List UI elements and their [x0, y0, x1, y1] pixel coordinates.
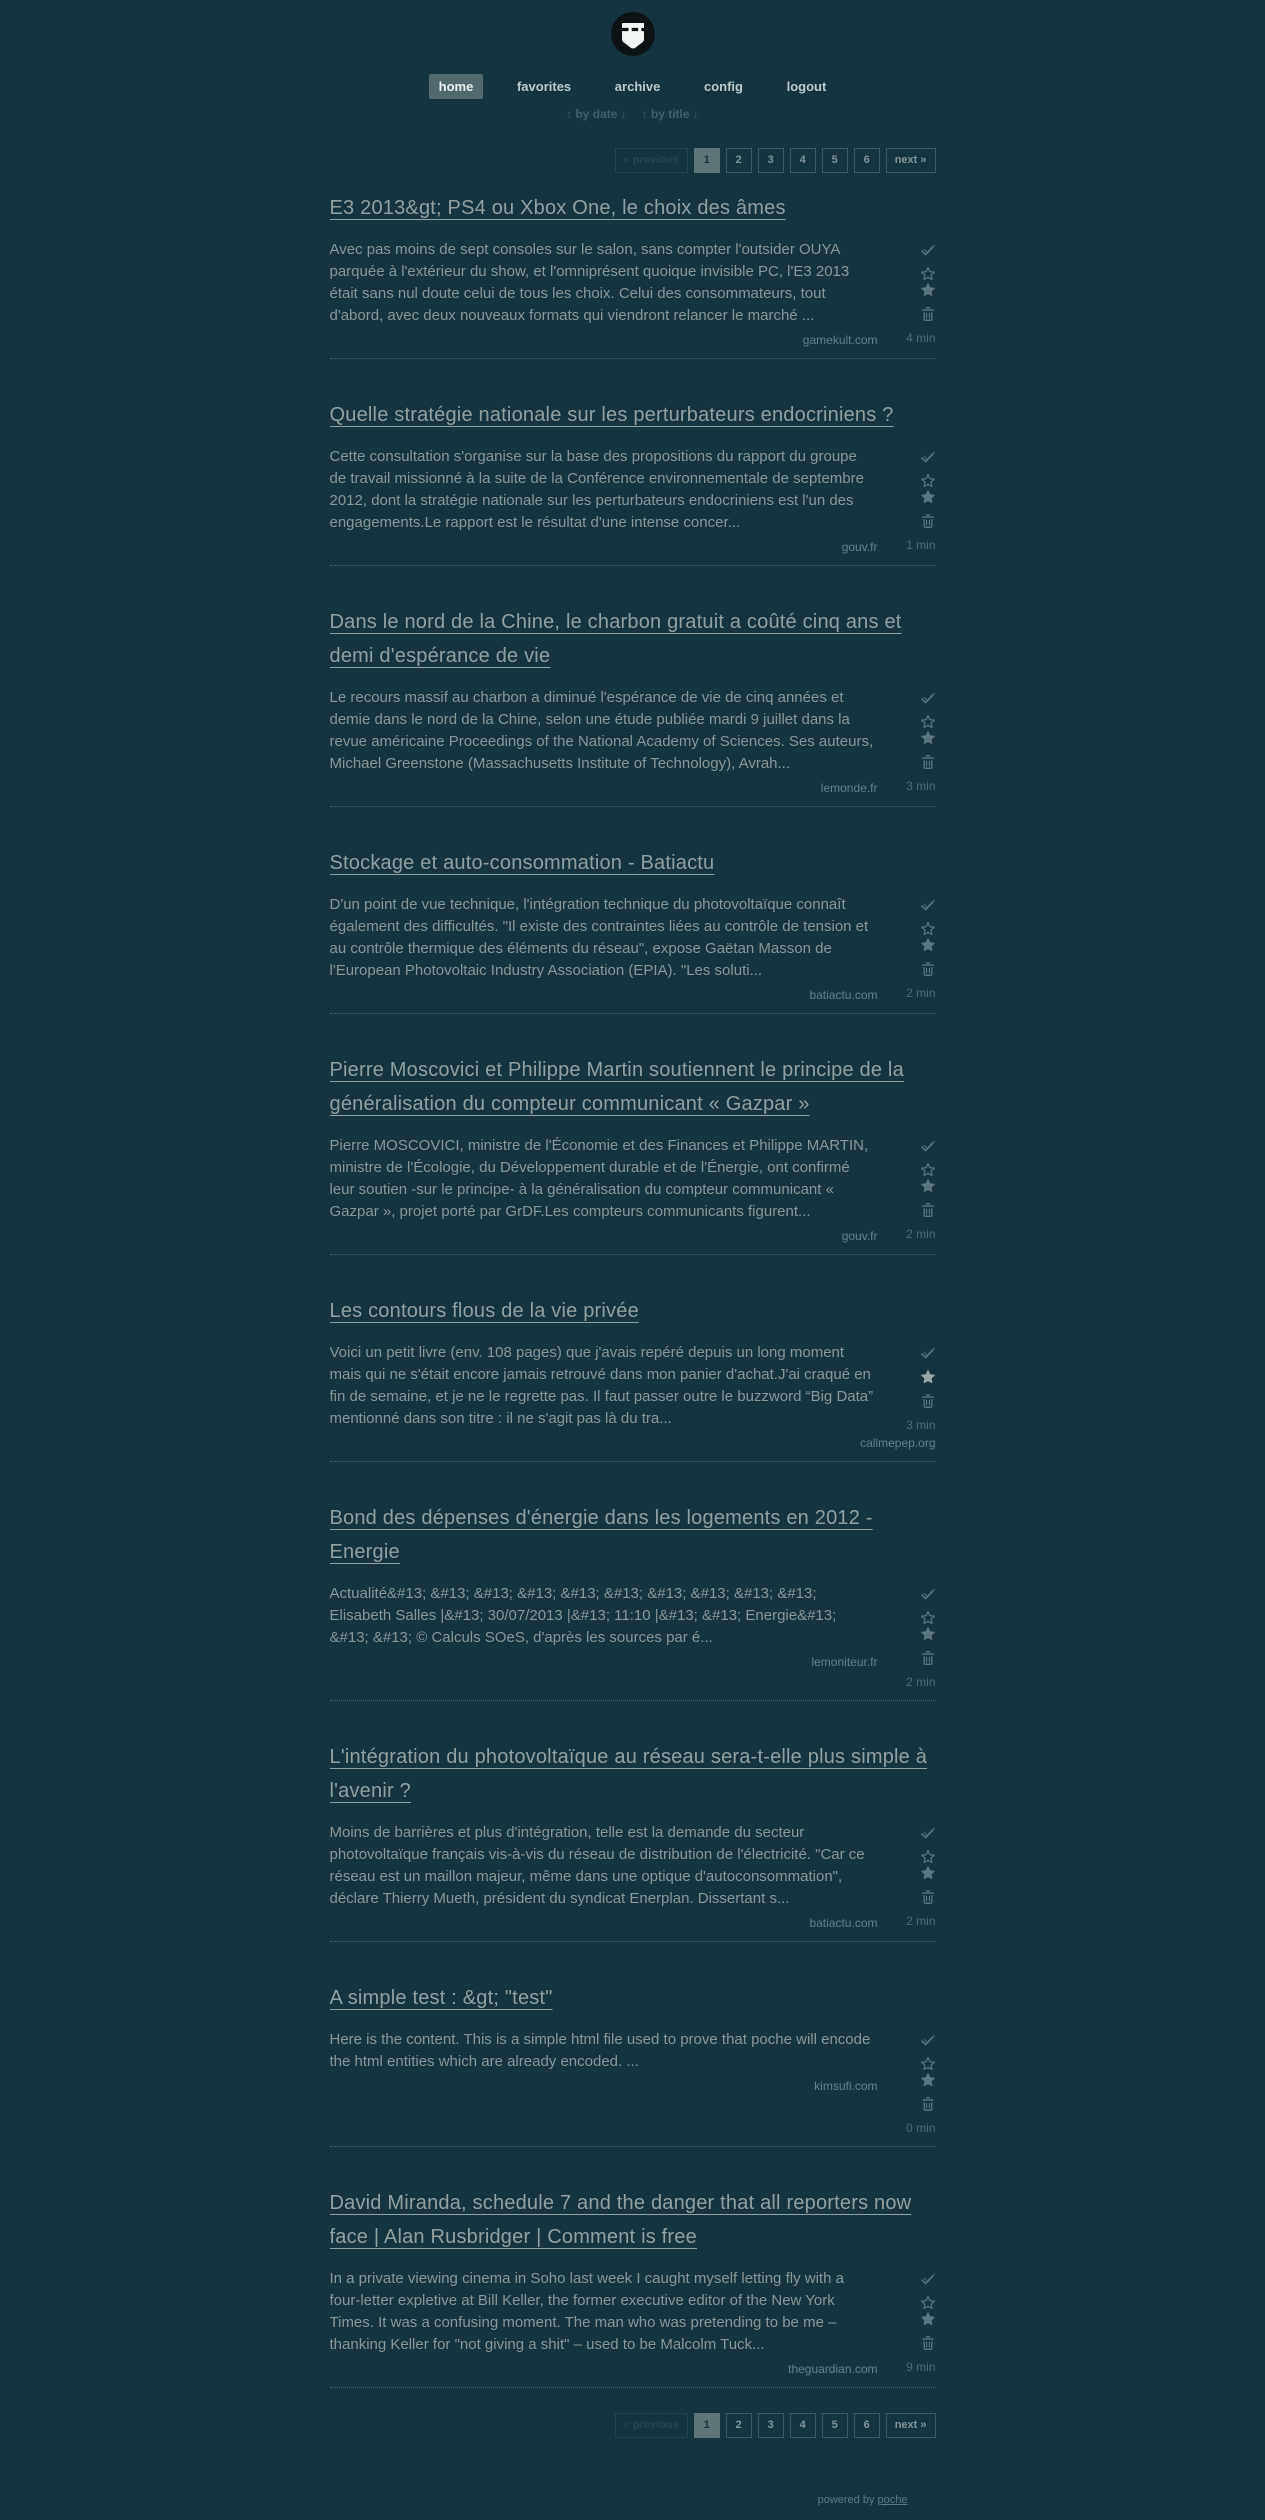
article-source-domain: theguardian.com: [788, 2362, 878, 2376]
reading-time: 3 min: [906, 1418, 936, 1432]
delete-trash-icon[interactable]: [920, 513, 936, 529]
next-page-button[interactable]: next »: [886, 2413, 936, 2438]
article-excerpt: Avec pas moins de sept consoles sur le salon, sans compter l'outsider OUYA parquée à l'extérieur du show, et l'omniprésent quoique invisible PC, l'E3 2013 était sans nul doute celui de tous les choix. Celui des consommateurs, tout d'abord, avec deux nouveaux formats qui viendront relancer le marché ...: [329, 241, 850, 324]
article-entry: [330, 1280, 936, 1462]
article-entry: [330, 832, 936, 1014]
sort-by-title-label[interactable]: by title: [650, 107, 690, 121]
article-title-link[interactable]: L'intégration du photovoltaïque au réseau sera-t-elle plus simple à l'avenir ?: [329, 1746, 928, 1802]
reading-time: 1 min: [906, 538, 936, 552]
article-entry: [330, 1967, 936, 2147]
delete-trash-icon[interactable]: [920, 1650, 936, 1666]
article-title-link[interactable]: Dans le nord de la Chine, le charbon gratuit a coûté cinq ans et demi d'espérance de vie: [329, 611, 902, 667]
nav-item-config[interactable]: config: [703, 79, 743, 94]
page-button-1[interactable]: 1: [694, 2413, 720, 2438]
poche-footer-link[interactable]: poche: [877, 2494, 908, 2506]
favorite-star-icon[interactable]: [920, 2295, 936, 2327]
article-title-link[interactable]: Les contours flous de la vie privée: [329, 1300, 639, 1322]
favorite-star-icon[interactable]: [920, 1849, 936, 1881]
page-button-4[interactable]: 4: [790, 148, 816, 173]
delete-trash-icon[interactable]: [920, 2335, 936, 2351]
page-button-6[interactable]: 6: [854, 148, 880, 173]
footer: [330, 2494, 936, 2520]
reading-time: 4 min: [906, 331, 936, 345]
sort-controls: [330, 107, 936, 121]
favorite-star-icon[interactable]: [920, 921, 936, 953]
nav-item-logout[interactable]: logout: [786, 79, 827, 94]
article-tools: [890, 446, 936, 552]
mark-as-read-check-icon[interactable]: [920, 690, 936, 706]
article-source-domain: lemoniteur.fr: [811, 1655, 878, 1669]
mark-as-read-check-icon[interactable]: [920, 242, 936, 258]
favorite-star-icon[interactable]: [920, 1369, 936, 1385]
favorite-star-icon[interactable]: [920, 1610, 936, 1642]
article-excerpt: Le recours massif au charbon a diminué l'espérance de vie de cinq années et demie dans le nord de la Chine, selon une étude publiée mardi 9 juillet dans la revue américaine Proceedings of the National Academy of Sciences. Ses auteurs, Michael Greenstone (Massachusetts Institute of Technology), Avrah...: [329, 689, 874, 772]
article-source-domain: batiactu.com: [809, 1916, 878, 1930]
article-title: [330, 1053, 936, 1121]
pagination-top: [330, 148, 936, 173]
article-tools: [890, 239, 936, 345]
page-button-4[interactable]: 4: [790, 2413, 816, 2438]
article-excerpt: Cette consultation s'organise sur la base des propositions du rapport du groupe de travail missionné à la suite de la Conférence environnementale de septembre 2012, dont la stratégie nationale sur les perturbateurs endocriniens est l'un des engagements.Le rapport est le résultat d'une intense concer...: [329, 448, 864, 531]
article-source-domain: gouv.fr: [841, 540, 878, 554]
article-title-link[interactable]: Pierre Moscovici et Philippe Martin soutiennent le principe de la généralisation du compteur communicant « Gazpar »: [329, 1059, 904, 1115]
main-nav: [330, 79, 936, 94]
article-excerpt: Voici un petit livre (env. 108 pages) que j'avais repéré depuis un long moment mais qui ne s'était encore jamais retrouvé dans mon panier d'achat.J'ai craqué en fin de semaine, et je ne le regrette pas. Il faut passer outre le buzzword “Big Data” mentionné dans son titre : il ne s'agit pas là du tra...: [329, 1344, 874, 1427]
next-page-button[interactable]: next »: [886, 148, 936, 173]
article-tools: [890, 687, 936, 793]
sort-date-asc-arrow-icon[interactable]: ↑: [566, 107, 573, 121]
mark-as-read-check-icon[interactable]: [920, 1825, 936, 1841]
page-button-3[interactable]: 3: [758, 2413, 784, 2438]
article-title-link[interactable]: Stockage et auto-consommation - Batiactu: [329, 852, 715, 874]
article-entry: [330, 1726, 936, 1942]
page-button-1[interactable]: 1: [694, 148, 720, 173]
article-excerpt: Here is the content. This is a simple html file used to prove that poche will encode the html entities which are already encoded. ...: [329, 2031, 871, 2070]
favorite-star-icon[interactable]: [920, 2056, 936, 2088]
article-source-domain: kimsufi.com: [814, 2079, 878, 2093]
article-source-domain: callmepep.org: [860, 1436, 936, 1450]
previous-page-button: « previous: [615, 148, 688, 173]
page-button-3[interactable]: 3: [758, 148, 784, 173]
favorite-star-icon[interactable]: [920, 714, 936, 746]
article-tools: [890, 1822, 936, 1928]
previous-page-button: « previous: [615, 2413, 688, 2438]
powered-by-label: powered by: [817, 2494, 875, 2506]
article-source-domain: lemonde.fr: [820, 781, 878, 795]
article-title: [330, 1740, 936, 1808]
article-title: [330, 1501, 936, 1569]
delete-trash-icon[interactable]: [920, 306, 936, 322]
article-excerpt: D'un point de vue technique, l'intégration technique du photovoltaïque connaît également des difficultés. "Il existe des contraintes liées au contrôle de tension et au contrôle thermique des éléments du réseau", expose Gaëtan Masson de l'European Photovoltaic Industry Association (EPIA). "Les soluti...: [329, 896, 869, 979]
page-button-5[interactable]: 5: [822, 148, 848, 173]
article-title-link[interactable]: A simple test : &gt; "test": [329, 1987, 553, 2009]
reading-time: 0 min: [906, 2121, 936, 2135]
header: [330, 0, 936, 63]
article-tools: [890, 2268, 936, 2374]
reading-time: 2 min: [906, 1227, 936, 1241]
article-tools: [890, 2029, 936, 2135]
page-button-6[interactable]: 6: [854, 2413, 880, 2438]
delete-trash-icon[interactable]: [920, 754, 936, 770]
page-button-2[interactable]: 2: [726, 2413, 752, 2438]
nav-item-favorites[interactable]: favorites: [516, 79, 572, 94]
article-entry: [330, 1487, 936, 1701]
article-excerpt: Actualité&#13; &#13; &#13; &#13; &#13; &#13; &#13; &#13; &#13; &#13; Elisabeth Salles |&#13; 30/07/2013 |&#13; 11:10 |&#13; &#13; Energie&#13; &#13; &#13; © Calculs SOeS, d'après les sources par é...: [329, 1585, 837, 1646]
nav-item-home[interactable]: home: [429, 74, 484, 99]
article-tools: [890, 1583, 936, 1689]
article-title: [330, 1294, 936, 1328]
sort-title-asc-arrow-icon[interactable]: ↑: [641, 107, 648, 121]
pagination-bottom: [330, 2413, 936, 2438]
article-title-link[interactable]: Bond des dépenses d'énergie dans les logements en 2012 - Energie: [329, 1507, 873, 1563]
article-title-link[interactable]: E3 2013&gt; PS4 ou Xbox One, le choix des âmes: [329, 197, 786, 219]
article-title: [330, 605, 936, 673]
delete-trash-icon[interactable]: [920, 961, 936, 977]
article-tools: [890, 894, 936, 1000]
page-button-2[interactable]: 2: [726, 148, 752, 173]
article-excerpt: Moins de barrières et plus d'intégration, telle est la demande du secteur photovoltaïque français vis-à-vis du réseau de distribution de l'électricité. "Car ce réseau est un maillon majeur, même dans une optique d'autoconsommation", déclare Thierry Mueth, président du syndicat Enerplan. Dissertant s...: [329, 1824, 865, 1907]
mark-as-read-check-icon[interactable]: [920, 1345, 936, 1361]
article-tools: [890, 1135, 936, 1241]
article-tools: [890, 1342, 936, 1432]
article-title: [330, 846, 936, 880]
article-source-domain: batiactu.com: [809, 988, 878, 1002]
article-entry: [330, 591, 936, 807]
favorite-star-icon[interactable]: [920, 473, 936, 505]
sort-title-desc-arrow-icon[interactable]: ↓: [692, 107, 699, 121]
page-button-5[interactable]: 5: [822, 2413, 848, 2438]
delete-trash-icon[interactable]: [920, 1393, 936, 1409]
article-source-domain: gouv.fr: [841, 1229, 878, 1243]
reading-time: 2 min: [906, 986, 936, 1000]
mark-as-read-check-icon[interactable]: [920, 2032, 936, 2048]
mark-as-read-check-icon[interactable]: [920, 897, 936, 913]
article-title-link[interactable]: Quelle stratégie nationale sur les perturbateurs endocriniens ?: [329, 404, 894, 426]
article-entry: [330, 177, 936, 359]
delete-trash-icon[interactable]: [920, 2096, 936, 2112]
article-title: [330, 398, 936, 432]
mark-as-read-check-icon[interactable]: [920, 1138, 936, 1154]
article-entry: [330, 1039, 936, 1255]
mark-as-read-check-icon[interactable]: [920, 1586, 936, 1602]
favorite-star-icon[interactable]: [920, 1162, 936, 1194]
nav-item-archive[interactable]: archive: [614, 79, 661, 94]
article-title: [330, 191, 936, 225]
poche-logo-icon[interactable]: [609, 10, 657, 58]
article-entry: [330, 384, 936, 566]
sort-by-date-label[interactable]: by date: [575, 107, 618, 121]
reading-time: 2 min: [906, 1675, 936, 1689]
article-title: [330, 1981, 936, 2015]
article-list: [330, 177, 936, 2388]
reading-time: 9 min: [906, 2360, 936, 2374]
article-entry: [330, 2172, 936, 2388]
main-column: [330, 0, 936, 2520]
delete-trash-icon[interactable]: [920, 1202, 936, 1218]
article-title-link[interactable]: David Miranda, schedule 7 and the danger that all reporters now face | Alan Rusbridger | Comment is free: [329, 2192, 912, 2248]
article-source-domain: gamekult.com: [802, 333, 878, 347]
mark-as-read-check-icon[interactable]: [920, 449, 936, 465]
delete-trash-icon[interactable]: [920, 1889, 936, 1905]
article-title: [330, 2186, 936, 2254]
reading-time: 2 min: [906, 1914, 936, 1928]
favorite-star-icon[interactable]: [920, 266, 936, 298]
article-excerpt: In a private viewing cinema in Soho last week I caught myself letting fly with a four-letter expletive at Bill Keller, the former executive editor of the New York Times. It was a confusing moment. The man who was pretending to be me – thanking Keller for "not giving a shit" – used to be Malcolm Tuck...: [329, 2270, 844, 2353]
mark-as-read-check-icon[interactable]: [920, 2271, 936, 2287]
reading-time: 3 min: [906, 779, 936, 793]
article-excerpt: Pierre MOSCOVICI, ministre de l'Économie et des Finances et Philippe MARTIN, ministre de l'Écologie, du Développement durable et de l'Énergie, ont confirmé leur soutien -sur le principe- à la généralisation du compteur communicant « Gazpar », projet porté par GrDF.Les compteurs communicants figurent...: [329, 1137, 869, 1220]
sort-date-desc-arrow-icon[interactable]: ↓: [620, 107, 627, 121]
